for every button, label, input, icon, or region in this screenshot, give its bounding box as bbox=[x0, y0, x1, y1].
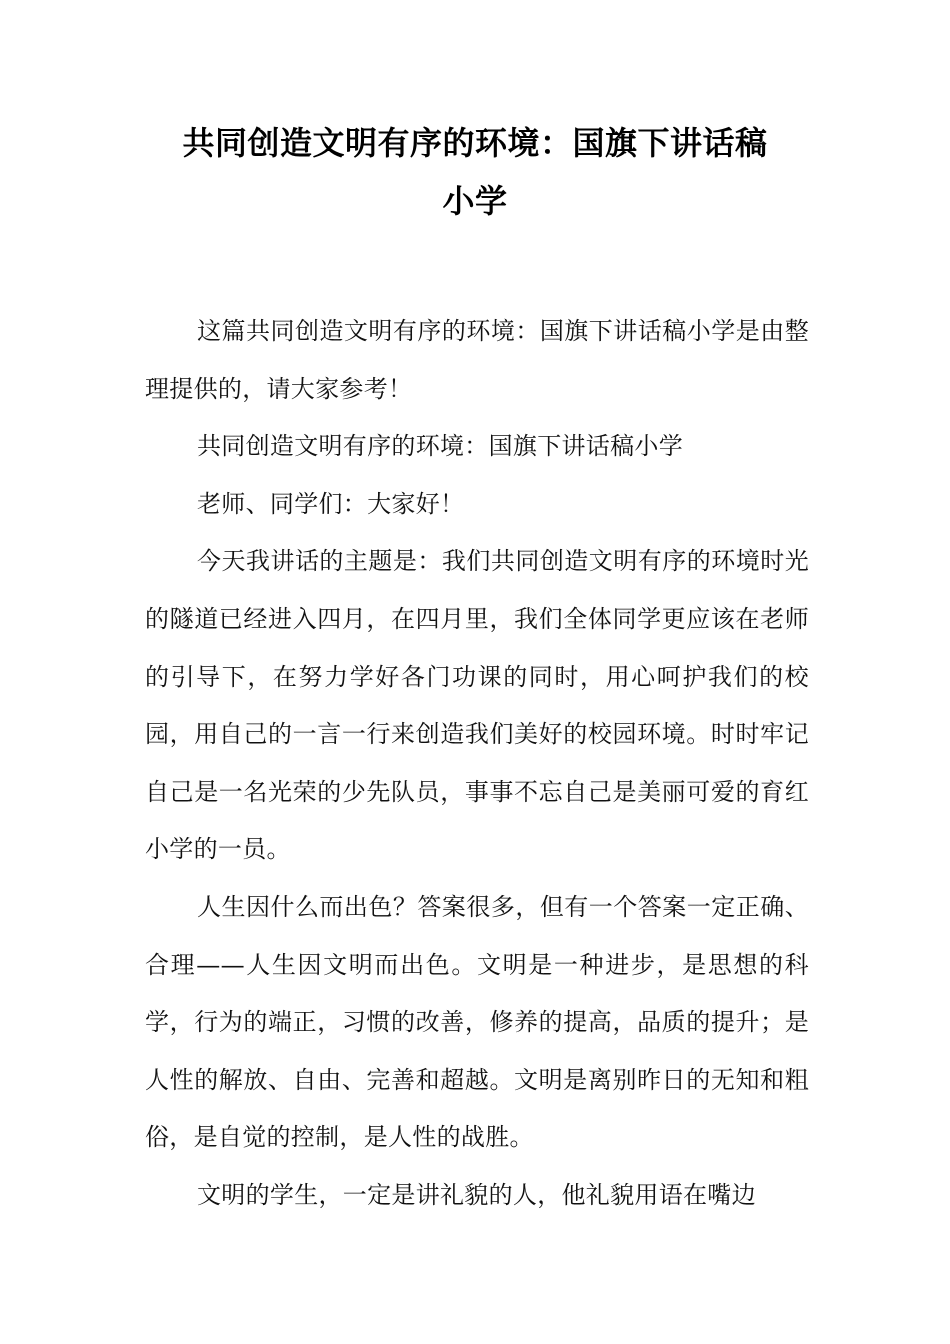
paragraph-civilization: 人生因什么而出色？答案很多，但有一个答案一定正确、合理——人生因文明而出色。文明是一种进步，是思想的科学，行为的端正，习惯的改善，修养的提高，品质的提升；是人性的解放、自由、完善和超越。文明是离别昨日的无知和粗俗，是自觉的控制，是人性的战胜。 bbox=[145, 892, 809, 1152]
document-body bbox=[145, 303, 809, 1225]
title-line-1: 共同创造文明有序的环境：国旗下讲话稿 bbox=[182, 124, 768, 162]
title-line-2: 小学 bbox=[442, 182, 508, 220]
paragraph-subtitle: 共同创造文明有序的环境：国旗下讲话稿小学 bbox=[197, 432, 683, 461]
paragraph-intro: 这篇共同创造文明有序的环境：国旗下讲话稿小学是由整理提供的，请大家参考！ bbox=[145, 317, 809, 403]
paragraph-greeting: 老师、同学们：大家好！ bbox=[197, 489, 465, 518]
document-title bbox=[120, 114, 830, 230]
paragraph-topic: 今天我讲话的主题是：我们共同创造文明有序的环境时光的隧道已经进入四月，在四月里，我们全体同学更应该在老师的引导下，在努力学好各门功课的同时，用心呵护我们的校园，用自己的一言一行来创造我们美好的校园环境。时时牢记自己是一名光荣的少先队员，事事不忘自己是美丽可爱的育红小学的一员。 bbox=[145, 547, 809, 864]
paragraph-polite-student: 文明的学生，一定是讲礼貌的人，他礼貌用语在嘴边 bbox=[197, 1180, 756, 1209]
